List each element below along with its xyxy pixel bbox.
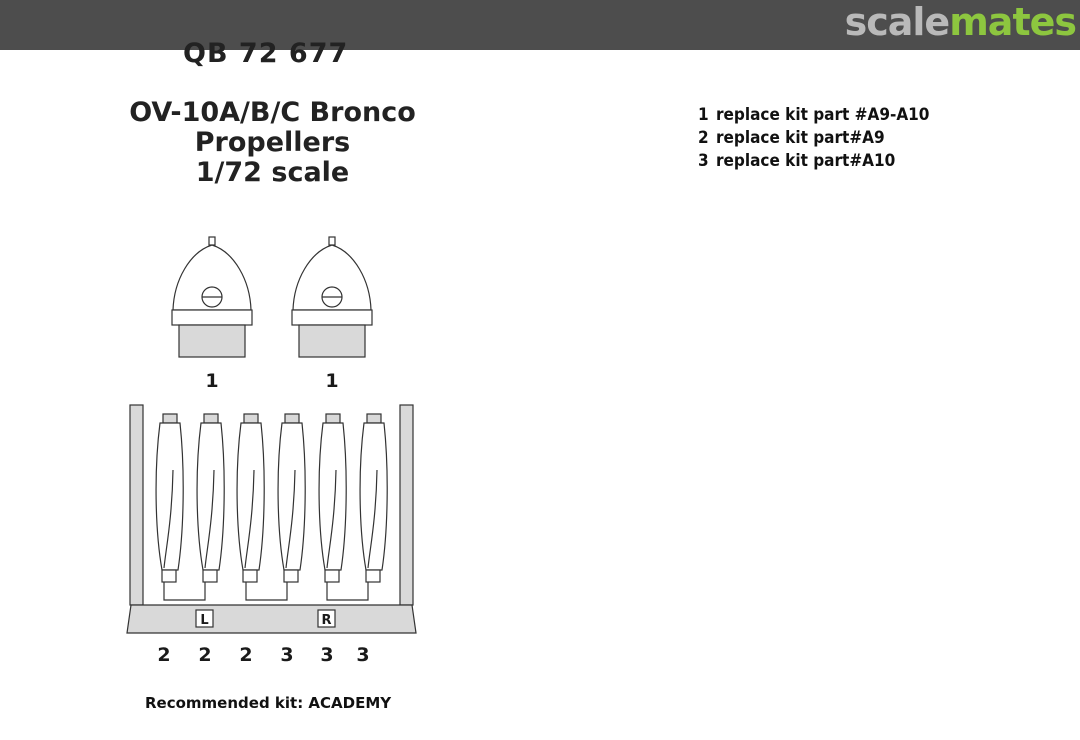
title-line-scale: 1/72 scale — [195, 157, 350, 188]
sprue-tag-left — [196, 610, 213, 628]
blade-label: 3 — [320, 644, 334, 666]
note-number: 2 — [698, 128, 709, 148]
note-number: 3 — [698, 151, 709, 171]
propeller-blades — [156, 414, 387, 582]
note-text: replace kit part #A9-A10 — [716, 105, 930, 125]
title-line-aircraft: OV-10A/B/C Bronco — [129, 97, 416, 128]
note-text: replace kit part#A10 — [716, 151, 896, 171]
recommended-kit: Recommended kit: ACADEMY — [145, 694, 392, 712]
logo-scale-text: scale — [844, 0, 950, 44]
blade-label: 3 — [356, 644, 370, 666]
spinner-part — [292, 237, 372, 357]
left-tag-text: L — [200, 613, 209, 628]
propeller-blade — [237, 414, 264, 582]
blade-label: 2 — [157, 644, 171, 666]
blade-label: 2 — [239, 644, 253, 666]
note-text: replace kit part#A9 — [716, 128, 885, 148]
propeller-blade — [319, 414, 346, 582]
sprue-tag-right — [318, 610, 335, 628]
propeller-blade — [360, 414, 387, 582]
blade-label: 2 — [198, 644, 212, 666]
logo-mates-text: mates — [949, 0, 1076, 44]
spinner-part — [172, 237, 252, 357]
spinner-label: 1 — [205, 370, 219, 392]
note-number: 1 — [698, 105, 709, 125]
propeller-blade — [197, 414, 224, 582]
spinner-label: 1 — [325, 370, 339, 392]
right-tag-text: R — [321, 613, 332, 628]
propeller-blade — [156, 414, 183, 582]
title-line-part: Propellers — [194, 127, 351, 158]
propeller-blade — [278, 414, 305, 582]
product-code: QB 72 677 — [183, 38, 349, 69]
blade-label: 3 — [280, 644, 294, 666]
